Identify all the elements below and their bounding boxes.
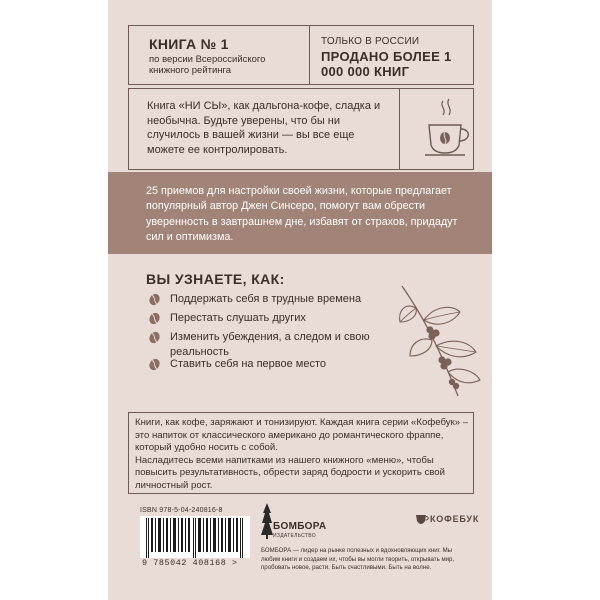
coffee-bean-icon (148, 331, 161, 344)
quote-divider (399, 89, 400, 169)
series-logo (415, 513, 479, 525)
series-description-paragraph: Насладитесь всеми напитками из нашего книжного «меню», чтобы повысить результативность, обрести заряд бодрости и ускорить свой личностный рост. (135, 454, 445, 491)
publisher-subtitle: ИЗДАТЕЛЬСТВО (273, 533, 316, 539)
band-text: 25 приемов для настройки своей жизни, которые предлагает популярный автор Джен Синсеро, помогут вам обрести уверенность в завтрашнем дне, избавят от страхов, придадут сил и оптимизма. (146, 185, 458, 244)
learn-item (148, 292, 398, 307)
learn-item-text: Изменить убеждения, а следом и свою реальность (170, 331, 370, 358)
publisher-name: БОМБОРА (273, 521, 327, 532)
description-band (108, 172, 492, 254)
series-description (135, 417, 475, 493)
quote-text: Книга «НИ СЫ», как дальгона-кофе, сладка и необычна. Будьте уверены, что бы ни случилось в вашей жизни — вы все еще можете ее контролировать. (147, 100, 381, 156)
series-logo-text: КОФЕБУК (430, 514, 480, 524)
learn-title: ВЫ УЗНАЕТЕ, КАК: (146, 271, 285, 287)
coffee-cup-logo-icon (415, 513, 429, 525)
learn-item-text: Поддержать себя в трудные времена (170, 293, 362, 305)
learn-item (148, 311, 398, 326)
sold-count: ПРОДАНО БОЛЕЕ 1 000 000 КНИГ (321, 49, 452, 79)
header-box (128, 25, 474, 85)
barcode (140, 516, 250, 558)
learn-item (148, 330, 398, 359)
sold-only-label: ТОЛЬКО В РОССИИ (321, 36, 420, 47)
coffee-branch-icon (396, 282, 488, 400)
rank-subtitle: по версии Всероссийского книжного рейтинга (149, 54, 266, 76)
coffee-bean-icon (148, 358, 161, 371)
series-description-paragraph: Книги, как кофе, заряжают и тонизируют. Каждая книга серии «Кофебук» – это напиток от классического американо до романтического фраппе, который удобно носить с собой. (135, 417, 469, 454)
coffee-bean-icon (148, 312, 161, 325)
coffee-bean-icon (148, 293, 161, 306)
learn-item-text: Ставить себя на первое место (170, 358, 327, 370)
publisher-description: БОМБОРА — лидер на рынке полезных и вдохновляющих книг. Мы любим книги и создаем их, чтобы вы могли творить, открывать мир, пробовать новое, расти. Быть счастливыми. Быть на волне. (261, 547, 455, 572)
header-divider (309, 26, 310, 84)
quote-box (128, 88, 474, 170)
barcode-number: 9 785042 408168 > (142, 558, 238, 568)
coffee-cup-icon (421, 97, 473, 159)
rank-title: КНИГА № 1 (149, 36, 229, 52)
isbn-label: ISBN 978-5-04-240816-8 (140, 507, 223, 514)
bombora-logo-icon (261, 503, 273, 539)
learn-item (148, 357, 398, 372)
learn-item-text: Перестать слушать других (170, 312, 306, 324)
